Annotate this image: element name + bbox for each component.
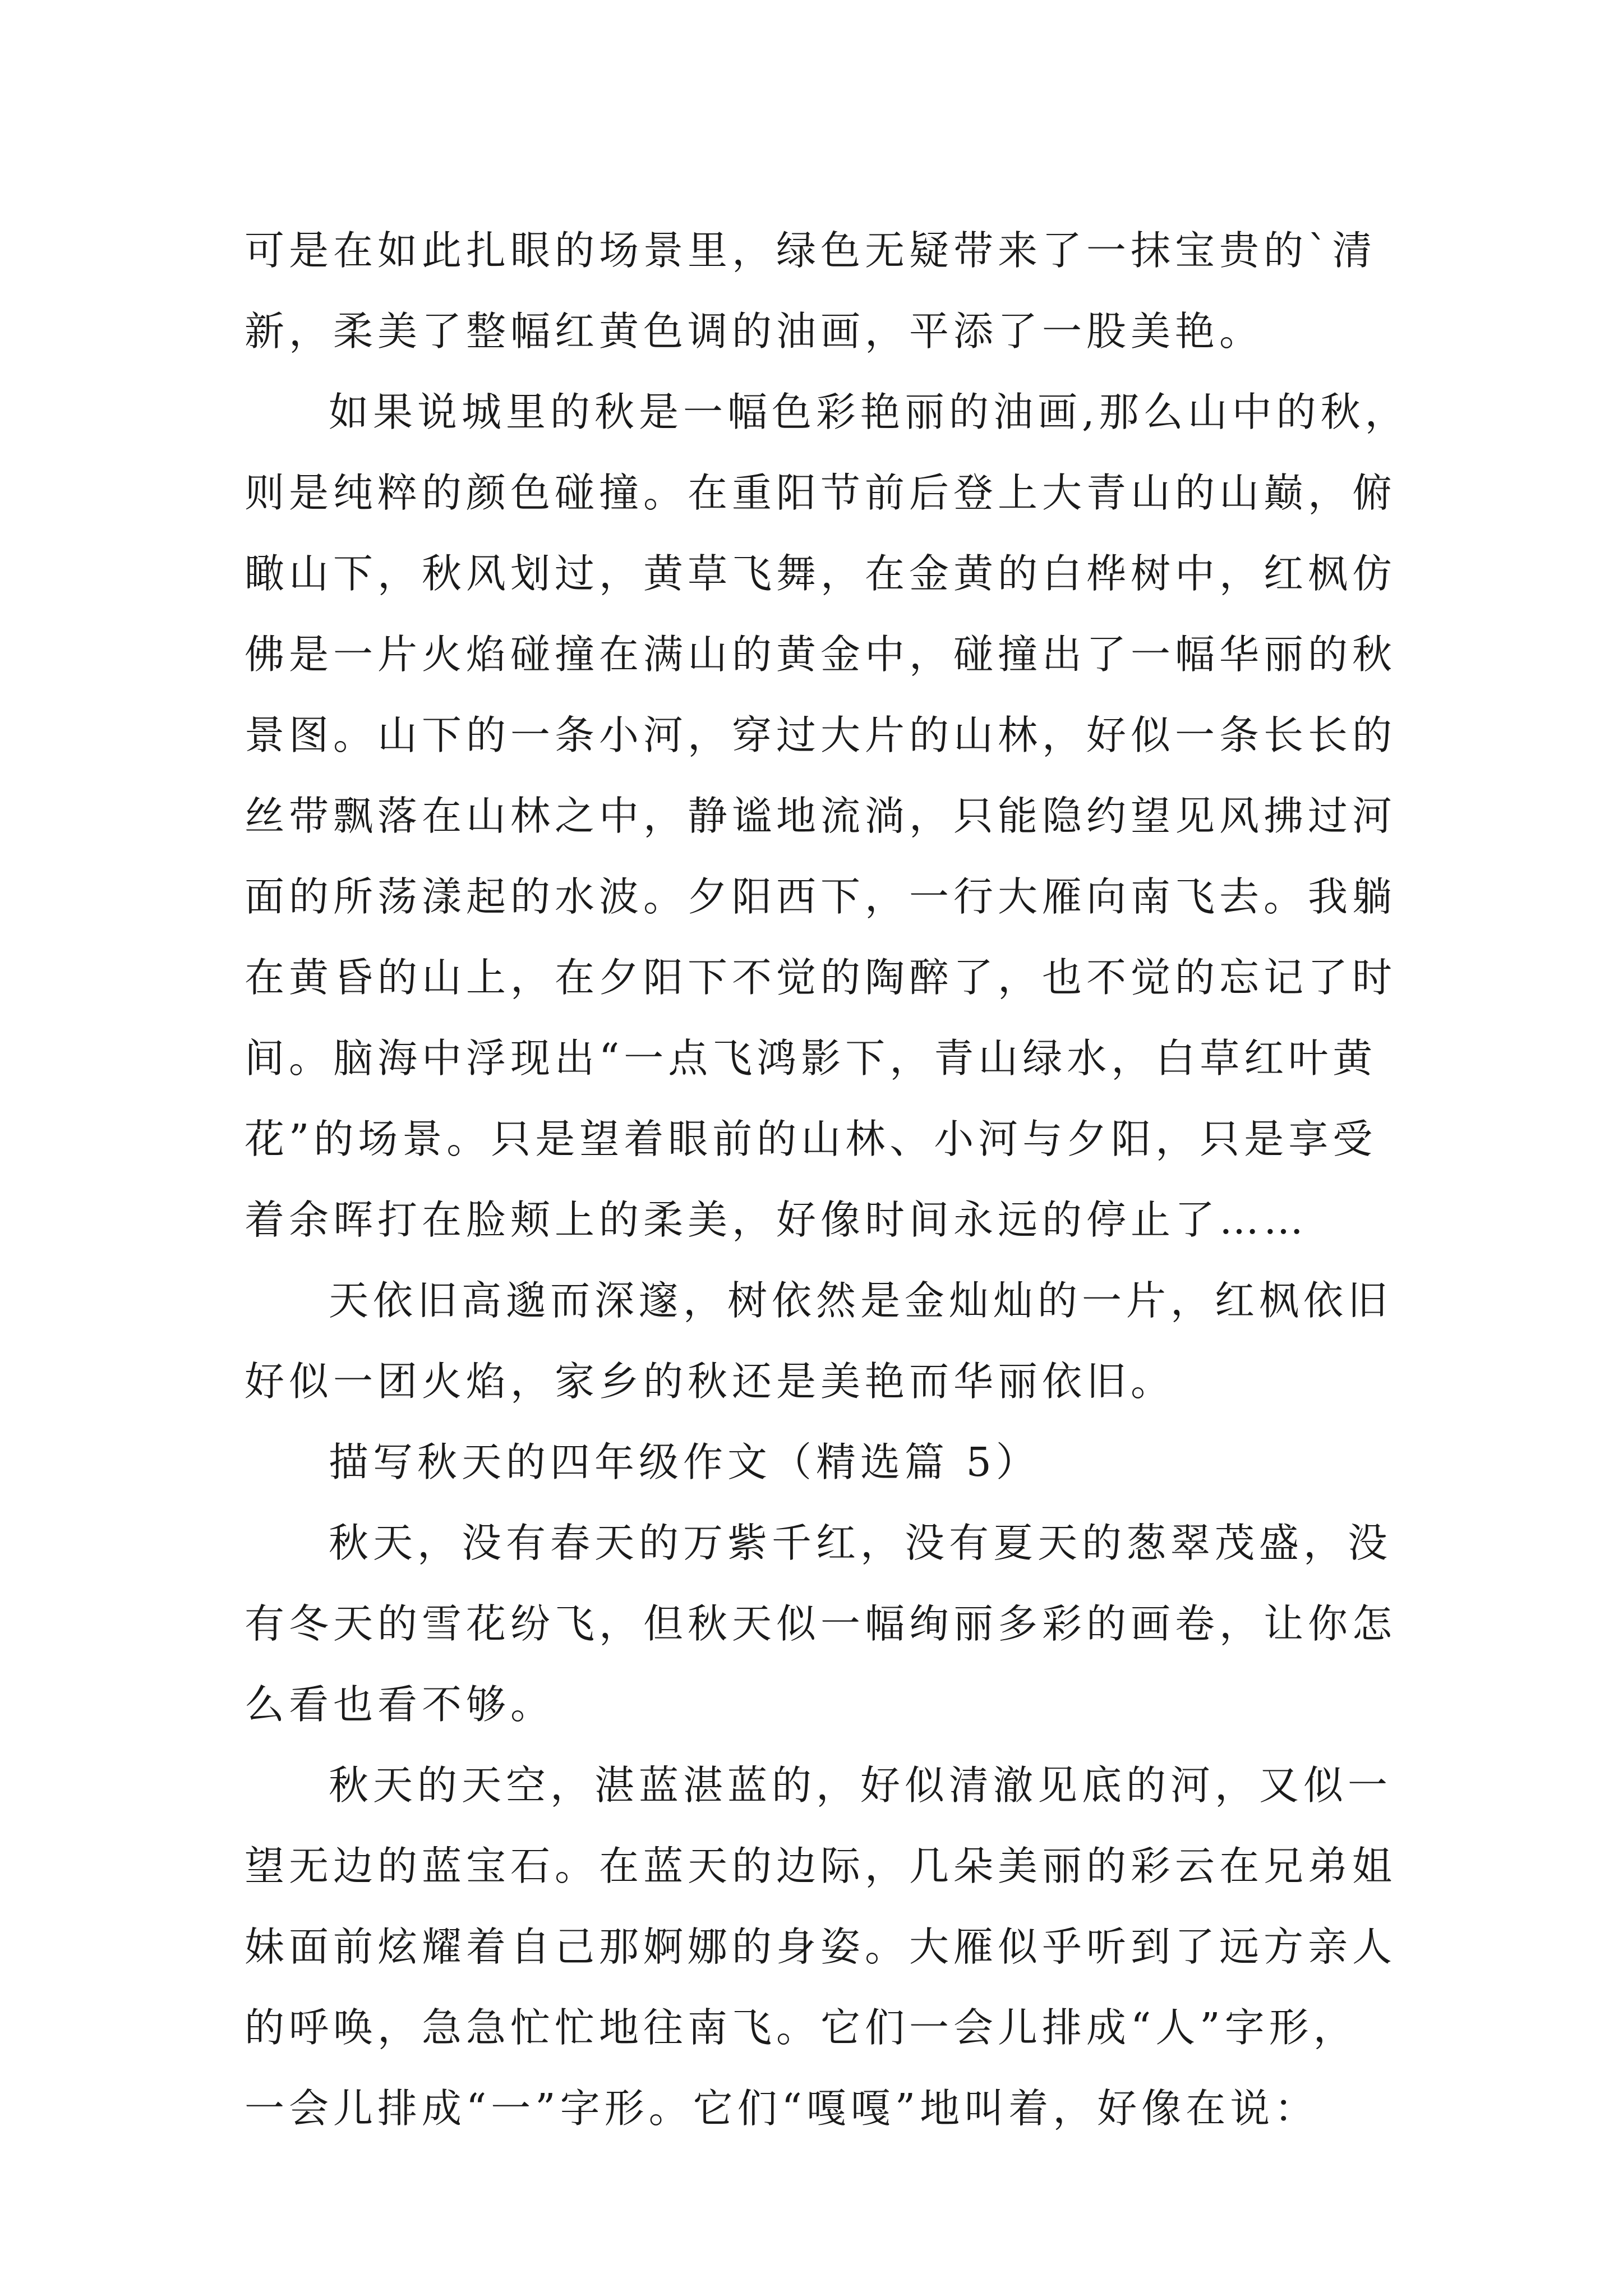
text-line: 着余晖打在脸颊上的柔美，好像时间永远的停止了…… (245, 1197, 1308, 1243)
text-line: 妹面前炫耀着自己那婀娜的身姿。大雁似乎听到了远方亲人 (245, 1924, 1397, 1970)
text-line: 么看也看不够。 (245, 1681, 555, 1728)
text-line: 在黄昏的山上，在夕阳下不觉的陶醉了，也不觉的忘记了时 (245, 954, 1397, 1001)
text-line: 瞰山下，秋风划过，黄草飞舞，在金黄的白桦树中，红枫仿 (245, 550, 1397, 597)
text-line: 佛是一片火焰碰撞在满山的黄金中，碰撞出了一幅华丽的秋 (245, 631, 1397, 678)
text-line: 则是纯粹的颜色碰撞。在重阳节前后登上大青山的山巅，俯 (245, 470, 1397, 516)
text-line: 好似一团火焰，家乡的秋还是美艳而华丽依旧。 (245, 1358, 1175, 1405)
text-line: 景图。山下的一条小河，穿过大片的山林，好似一条长长的 (245, 712, 1397, 758)
text-line: 如果说城里的秋是一幅色彩艳丽的油画,那么山中的秋， (329, 389, 1409, 435)
text-line: 新，柔美了整幅红黄色调的油画，平添了一股美艳。 (245, 308, 1264, 355)
text-line: 间。脑海中浮现出“一点飞鸿影下，青山绿水，白草红叶黄 (245, 1035, 1377, 1082)
text-line: 秋天的天空，湛蓝湛蓝的，好似清澈见底的河，又似一 (329, 1762, 1393, 1809)
text-line: 可是在如此扎眼的场景里，绿色无疑带来了一抹宝贵的`清 (245, 227, 1377, 274)
text-line: 天依旧高邈而深邃，树依然是金灿灿的一片，红枫依旧 (329, 1277, 1393, 1324)
section-heading: 描写秋天的四年级作文（精选篇 5） (329, 1439, 1040, 1485)
text-line: 一会儿排成“一”字形。它们“嘎嘎”地叫着，好像在说： (245, 2085, 1319, 2132)
text-line: 面的所荡漾起的水波。夕阳西下，一行大雁向南飞去。我躺 (245, 873, 1397, 920)
document-body (245, 210, 1409, 2149)
text-line: 望无边的蓝宝石。在蓝天的边际，几朵美丽的彩云在兄弟姐 (245, 1843, 1397, 1889)
text-line: 花”的场景。只是望着眼前的山林、小河与夕阳，只是享受 (245, 1116, 1377, 1162)
text-line: 秋天，没有春天的万紫千红，没有夏天的葱翠茂盛，没 (329, 1520, 1393, 1566)
text-line: 有冬天的雪花纷飞，但秋天似一幅绚丽多彩的画卷，让你怎 (245, 1600, 1397, 1647)
text-line: 丝带飘落在山林之中，静谧地流淌，只能隐约望见风拂过河 (245, 793, 1397, 839)
text-line: 的呼唤，急急忙忙地往南飞。它们一会儿排成“人”字形， (245, 2004, 1358, 2051)
